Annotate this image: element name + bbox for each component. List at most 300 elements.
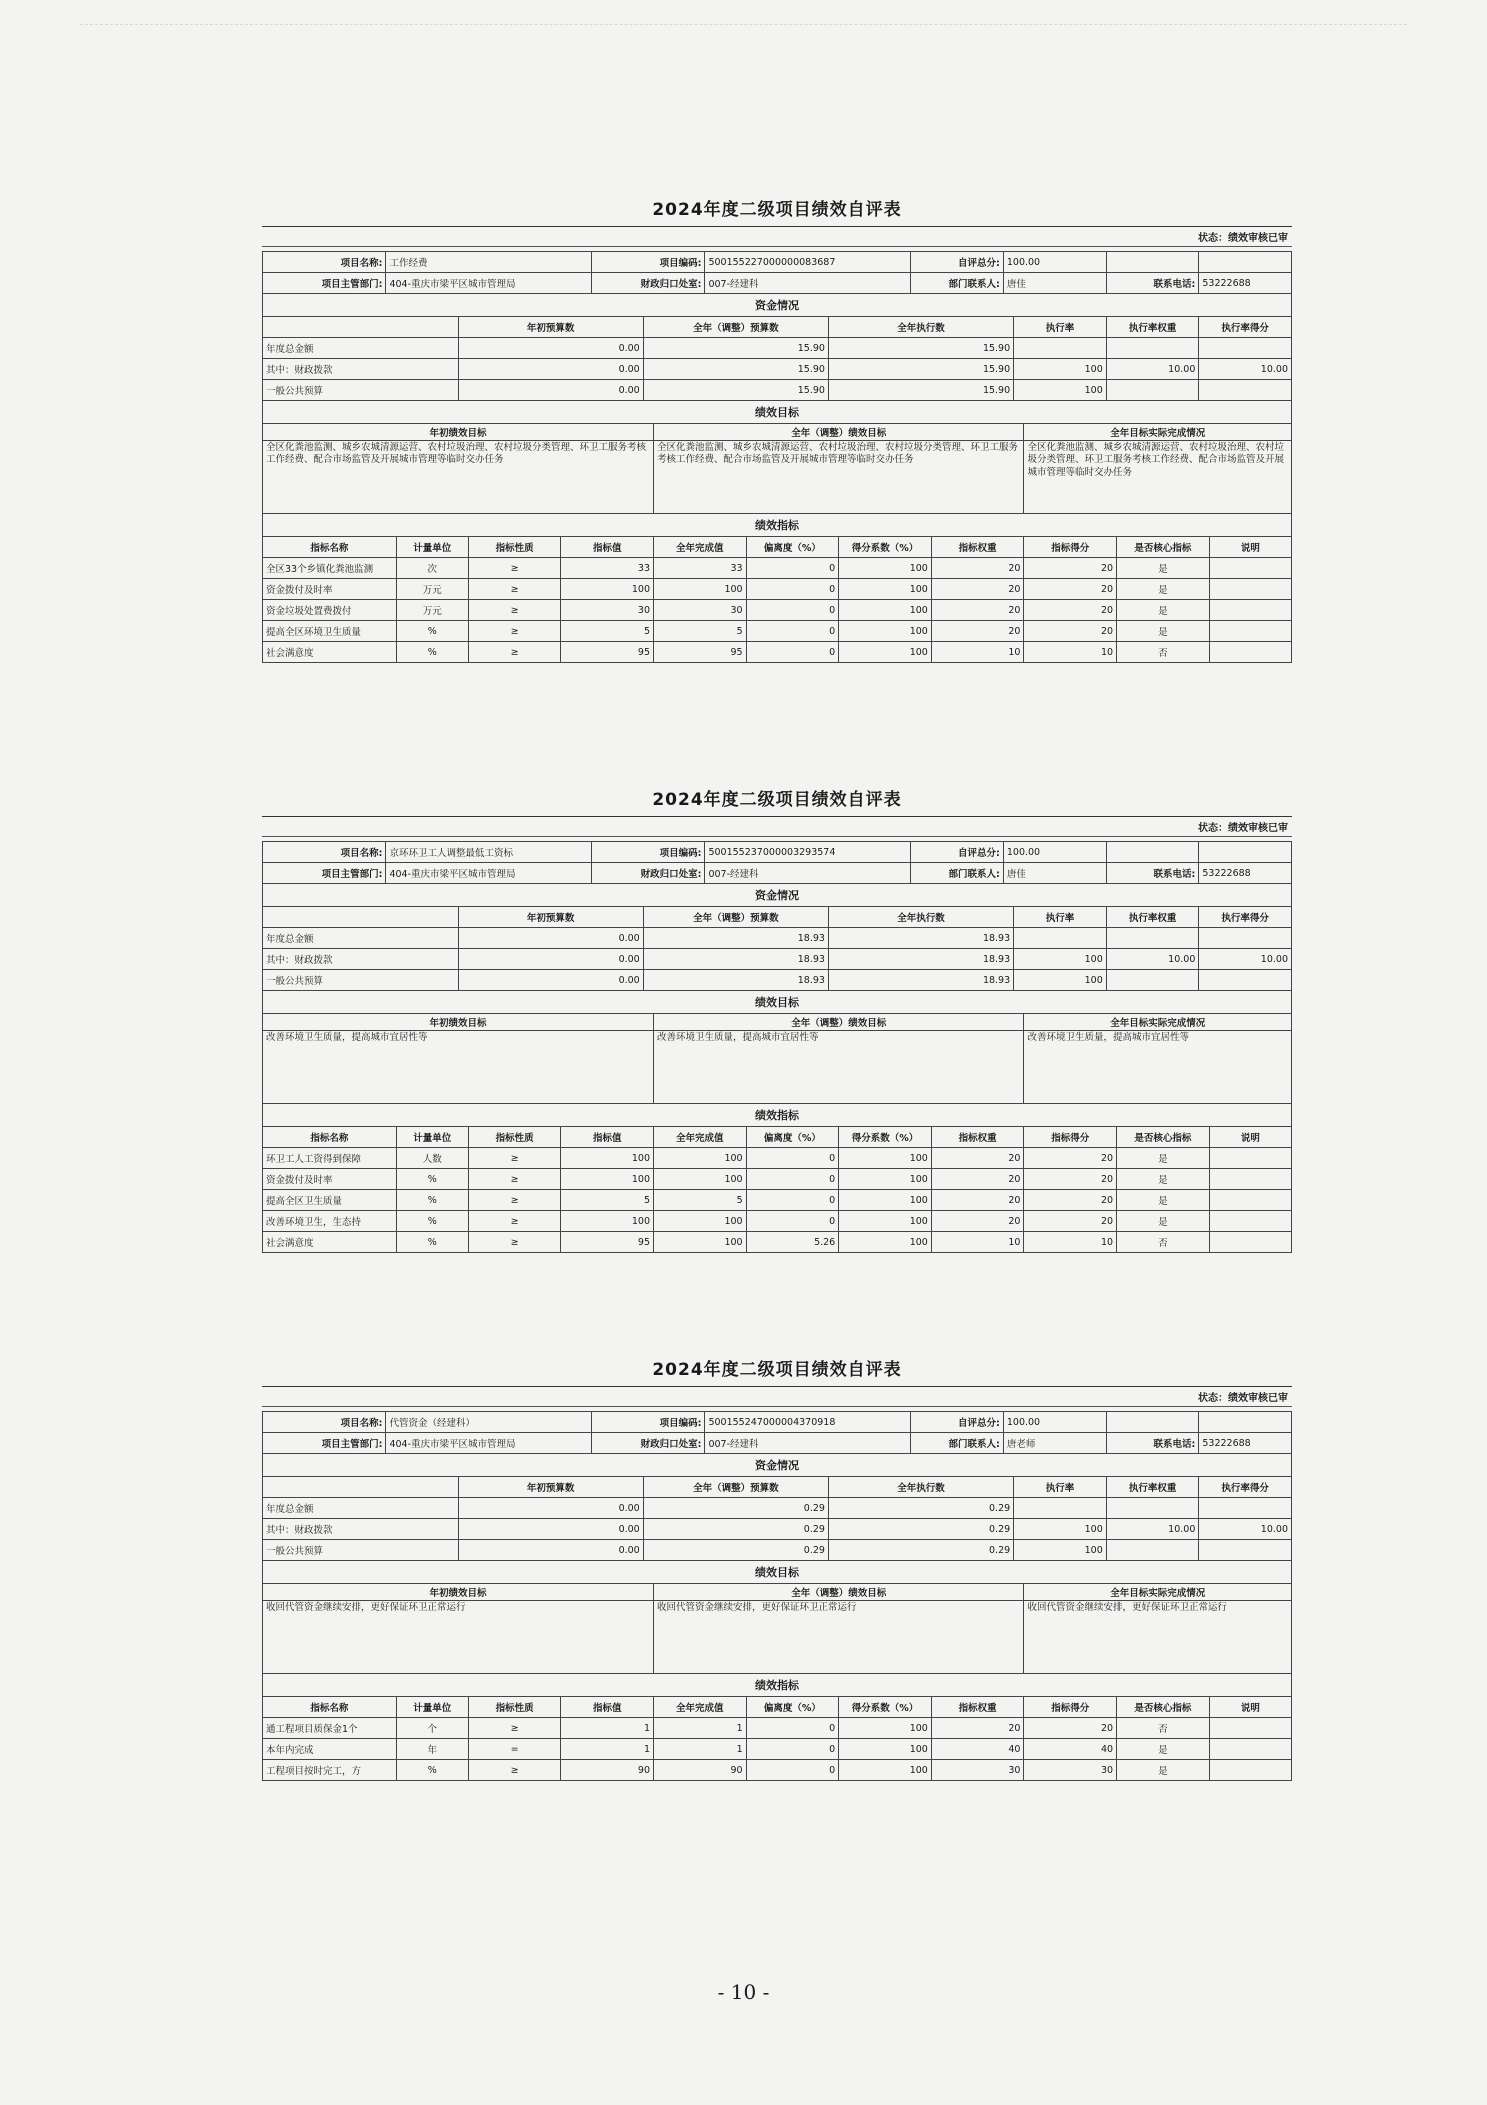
funds-table xyxy=(262,906,1292,991)
indicator-cell: ≥ xyxy=(468,642,561,663)
indicator-cell: ≥ xyxy=(468,579,561,600)
page-number: - 10 - xyxy=(717,1980,770,2004)
funds-col-header: 年初预算数 xyxy=(458,1477,643,1498)
goal-col-header: 全年（调整）绩效目标 xyxy=(654,424,1024,441)
project-code-label: 项目编码: xyxy=(592,842,705,863)
indicator-cell: 1 xyxy=(654,1739,747,1760)
empty-cell xyxy=(1106,1412,1199,1433)
indicator-cell: 95 xyxy=(654,642,747,663)
funds-cell: 0.00 xyxy=(458,928,643,949)
indicator-col-header: 计量单位 xyxy=(396,1697,468,1718)
funds-row-label: 其中：财政拨款 xyxy=(263,949,459,970)
indicator-cell: 是 xyxy=(1117,558,1210,579)
indicator-cell: 100 xyxy=(839,1211,932,1232)
indicator-cell xyxy=(1209,1760,1291,1781)
indicator-cell: 30 xyxy=(931,1760,1024,1781)
indicator-cell: 100 xyxy=(654,1148,747,1169)
funds-col-header: 全年（调整）预算数 xyxy=(643,907,828,928)
indicator-cell: ≥ xyxy=(468,1148,561,1169)
empty-cell xyxy=(1106,842,1199,863)
indicators-section-title: 绩效指标 xyxy=(262,1674,1292,1696)
goal-text: 收回代管资金继续安排，更好保证环卫正常运行 xyxy=(1024,1601,1292,1674)
finance-office-value: 007-经建科 xyxy=(705,863,911,884)
funds-col-header: 年初预算数 xyxy=(458,907,643,928)
indicator-cell: 0 xyxy=(746,642,839,663)
indicator-cell: 5 xyxy=(561,1190,654,1211)
indicator-cell: 通工程项目质保金1个 xyxy=(263,1718,397,1739)
funds-cell: 0.29 xyxy=(643,1498,828,1519)
funds-cell xyxy=(1106,1498,1199,1519)
indicator-cell: 20 xyxy=(931,600,1024,621)
indicator-cell: 90 xyxy=(561,1760,654,1781)
evaluation-sheet xyxy=(262,785,1292,1253)
contact-value: 唐佳 xyxy=(1003,273,1106,294)
indicator-cell xyxy=(1209,579,1291,600)
indicator-col-header: 指标权重 xyxy=(931,1697,1024,1718)
funds-cell xyxy=(1106,380,1199,401)
indicator-cell: 20 xyxy=(931,621,1024,642)
indicator-cell: % xyxy=(396,1169,468,1190)
indicator-cell: 20 xyxy=(931,1718,1024,1739)
indicator-cell: 90 xyxy=(654,1760,747,1781)
indicator-cell: 20 xyxy=(1024,600,1117,621)
indicator-cell: 提高全区环境卫生质量 xyxy=(263,621,397,642)
funds-cell: 10.00 xyxy=(1199,1519,1292,1540)
phone-value: 53222688 xyxy=(1199,863,1292,884)
goal-col-header: 全年目标实际完成情况 xyxy=(1024,424,1292,441)
funds-cell: 0.00 xyxy=(458,1498,643,1519)
funds-cell: 10.00 xyxy=(1199,949,1292,970)
indicator-col-header: 指标名称 xyxy=(263,1697,397,1718)
funds-row-label: 一般公共预算 xyxy=(263,1540,459,1561)
funds-cell: 100 xyxy=(1014,1540,1107,1561)
funds-cell: 0.00 xyxy=(458,1540,643,1561)
funds-col-header: 全年（调整）预算数 xyxy=(643,317,828,338)
indicator-cell: 5 xyxy=(561,621,654,642)
indicator-cell: 20 xyxy=(1024,1148,1117,1169)
self-score-label: 自评总分: xyxy=(911,1412,1004,1433)
phone-value: 53222688 xyxy=(1199,1433,1292,1454)
funds-row-label: 其中：财政拨款 xyxy=(263,359,459,380)
funds-cell: 15.90 xyxy=(828,359,1013,380)
indicator-row xyxy=(263,1148,1292,1169)
funds-col-header: 执行率得分 xyxy=(1199,1477,1292,1498)
goals-table xyxy=(262,1013,1292,1104)
funds-col-header: 执行率得分 xyxy=(1199,317,1292,338)
indicator-cell xyxy=(1209,600,1291,621)
indicator-cell: % xyxy=(396,1190,468,1211)
indicator-col-header: 说明 xyxy=(1209,537,1291,558)
funds-col-header: 执行率 xyxy=(1014,907,1107,928)
indicator-col-header: 计量单位 xyxy=(396,1127,468,1148)
indicator-cell: 提高全区卫生质量 xyxy=(263,1190,397,1211)
funds-col-header: 执行率 xyxy=(1014,1477,1107,1498)
funds-cell xyxy=(1199,1540,1292,1561)
funds-corner xyxy=(263,317,459,338)
indicator-cell: % xyxy=(396,1232,468,1253)
project-code-label: 项目编码: xyxy=(592,252,705,273)
indicator-cell: ≥ xyxy=(468,1211,561,1232)
indicator-cell: 本年内完成 xyxy=(263,1739,397,1760)
indicator-cell: 是 xyxy=(1117,1760,1210,1781)
indicator-cell: 100 xyxy=(561,579,654,600)
indicator-cell xyxy=(1209,1739,1291,1760)
indicator-cell: 100 xyxy=(839,1190,932,1211)
goal-text: 收回代管资金继续安排，更好保证环卫正常运行 xyxy=(654,1601,1024,1674)
indicator-row xyxy=(263,1169,1292,1190)
funds-row-label: 一般公共预算 xyxy=(263,970,459,991)
indicator-cell: 1 xyxy=(561,1739,654,1760)
funds-col-header: 执行率权重 xyxy=(1106,907,1199,928)
indicator-cell: 0 xyxy=(746,1211,839,1232)
indicator-col-header: 得分系数（%） xyxy=(839,1127,932,1148)
project-name-value: 工作经费 xyxy=(386,252,592,273)
indicator-cell: 33 xyxy=(654,558,747,579)
indicator-cell: 100 xyxy=(839,1232,932,1253)
indicator-col-header: 指标权重 xyxy=(931,1127,1024,1148)
indicator-cell: 30 xyxy=(1024,1760,1117,1781)
indicator-col-header: 偏离度（%） xyxy=(746,1127,839,1148)
project-name-label: 项目名称: xyxy=(263,252,386,273)
funds-cell: 0.29 xyxy=(828,1519,1013,1540)
funds-cell: 10.00 xyxy=(1199,359,1292,380)
indicator-col-header: 偏离度（%） xyxy=(746,537,839,558)
indicator-col-header: 指标得分 xyxy=(1024,537,1117,558)
funds-col-header: 全年执行数 xyxy=(828,1477,1013,1498)
indicator-col-header: 指标性质 xyxy=(468,1127,561,1148)
indicator-row xyxy=(263,558,1292,579)
funds-cell xyxy=(1199,338,1292,359)
indicator-cell: 100 xyxy=(839,1169,932,1190)
funds-table xyxy=(262,1476,1292,1561)
indicator-cell xyxy=(1209,1718,1291,1739)
indicator-cell: ≥ xyxy=(468,1760,561,1781)
project-name-label: 项目名称: xyxy=(263,1412,386,1433)
indicator-col-header: 偏离度（%） xyxy=(746,1697,839,1718)
indicator-col-header: 指标性质 xyxy=(468,1697,561,1718)
indicator-col-header: 指标名称 xyxy=(263,537,397,558)
indicator-cell: 万元 xyxy=(396,579,468,600)
indicator-col-header: 是否核心指标 xyxy=(1117,1697,1210,1718)
indicator-cell xyxy=(1209,558,1291,579)
indicator-col-header: 指标值 xyxy=(561,537,654,558)
indicator-cell: 是 xyxy=(1117,1169,1210,1190)
goal-text: 全区化粪池监测、城乡农城清源运营、农村垃圾治理、农村垃圾分类管理、环卫工服务考核工作经费、配合市场监管及开展城市管理等临时交办任务 xyxy=(263,441,654,514)
indicator-cell: 资金垃圾处置费拨付 xyxy=(263,600,397,621)
indicator-cell: 0 xyxy=(746,1190,839,1211)
funds-cell: 10.00 xyxy=(1106,1519,1199,1540)
indicator-col-header: 指标名称 xyxy=(263,1127,397,1148)
indicator-cell: 0 xyxy=(746,1739,839,1760)
funds-cell: 100 xyxy=(1014,359,1107,380)
contact-label: 部门联系人: xyxy=(911,1433,1004,1454)
indicator-cell: 是 xyxy=(1117,1211,1210,1232)
indicator-col-header: 是否核心指标 xyxy=(1117,537,1210,558)
dept-label: 项目主管部门: xyxy=(263,1433,386,1454)
indicator-cell: 95 xyxy=(561,1232,654,1253)
funds-cell xyxy=(1199,1498,1292,1519)
funds-section-title: 资金情况 xyxy=(262,884,1292,906)
contact-label: 部门联系人: xyxy=(911,863,1004,884)
indicator-row xyxy=(263,1760,1292,1781)
status-text: 状态：绩效审核已审 xyxy=(262,1386,1292,1407)
funds-cell xyxy=(1106,970,1199,991)
indicator-cell: % xyxy=(396,621,468,642)
evaluation-sheet xyxy=(262,195,1292,663)
funds-section-title: 资金情况 xyxy=(262,294,1292,316)
scan-edge-noise xyxy=(80,10,1407,25)
indicators-section-title: 绩效指标 xyxy=(262,514,1292,536)
funds-cell: 15.90 xyxy=(643,359,828,380)
indicator-cell: 100 xyxy=(839,1148,932,1169)
indicator-cell: 100 xyxy=(839,600,932,621)
funds-col-header: 全年（调整）预算数 xyxy=(643,1477,828,1498)
indicator-cell: 10 xyxy=(931,642,1024,663)
indicator-cell: 0 xyxy=(746,600,839,621)
indicator-cell: 20 xyxy=(931,1169,1024,1190)
indicator-cell: 20 xyxy=(931,1148,1024,1169)
goal-col-header: 全年目标实际完成情况 xyxy=(1024,1584,1292,1601)
indicator-cell: 5 xyxy=(654,621,747,642)
funds-cell: 15.90 xyxy=(828,338,1013,359)
indicator-col-header: 指标值 xyxy=(561,1127,654,1148)
project-name-value: 京环环卫工人调整最低工资标 xyxy=(386,842,592,863)
indicator-col-header: 全年完成值 xyxy=(654,1697,747,1718)
sheet-title: 2024年度二级项目绩效自评表 xyxy=(652,200,902,220)
status-text: 状态：绩效审核已审 xyxy=(262,226,1292,247)
funds-row-label: 其中：财政拨款 xyxy=(263,1519,459,1540)
funds-cell xyxy=(1106,338,1199,359)
indicator-cell: 100 xyxy=(839,621,932,642)
indicator-cell: 20 xyxy=(1024,1169,1117,1190)
indicator-col-header: 指标得分 xyxy=(1024,1127,1117,1148)
self-score-value: 100.00 xyxy=(1003,842,1106,863)
indicator-cell: 100 xyxy=(654,579,747,600)
self-score-label: 自评总分: xyxy=(911,842,1004,863)
indicator-cell: 20 xyxy=(1024,1211,1117,1232)
indicator-cell: 33 xyxy=(561,558,654,579)
indicator-cell: 20 xyxy=(1024,621,1117,642)
indicator-col-header: 全年完成值 xyxy=(654,1127,747,1148)
funds-cell: 100 xyxy=(1014,380,1107,401)
indicator-cell: 是 xyxy=(1117,1148,1210,1169)
indicator-row xyxy=(263,621,1292,642)
project-code-value: 500155227000000083687 xyxy=(705,252,911,273)
indicator-cell: 全区33个乡镇化粪池监测 xyxy=(263,558,397,579)
project-info-table xyxy=(262,251,1292,294)
goal-text: 改善环境卫生质量，提高城市宜居性等 xyxy=(1024,1031,1292,1104)
funds-cell: 100 xyxy=(1014,970,1107,991)
funds-cell: 15.90 xyxy=(643,380,828,401)
indicator-cell: 100 xyxy=(839,558,932,579)
goal-text: 改善环境卫生质量，提高城市宜居性等 xyxy=(263,1031,654,1104)
self-score-label: 自评总分: xyxy=(911,252,1004,273)
indicator-cell: 是 xyxy=(1117,1739,1210,1760)
funds-cell: 0.00 xyxy=(458,380,643,401)
contact-label: 部门联系人: xyxy=(911,273,1004,294)
empty-cell xyxy=(1106,252,1199,273)
indicator-row xyxy=(263,1232,1292,1253)
indicator-cell: 1 xyxy=(561,1718,654,1739)
indicator-col-header: 指标性质 xyxy=(468,537,561,558)
funds-cell: 0.29 xyxy=(643,1540,828,1561)
indicator-col-header: 说明 xyxy=(1209,1697,1291,1718)
indicator-cell: 0 xyxy=(746,579,839,600)
indicator-col-header: 指标值 xyxy=(561,1697,654,1718)
self-score-value: 100.00 xyxy=(1003,1412,1106,1433)
contact-value: 唐老师 xyxy=(1003,1433,1106,1454)
indicator-cell: 是 xyxy=(1117,1190,1210,1211)
indicator-cell: 95 xyxy=(561,642,654,663)
indicator-cell: % xyxy=(396,642,468,663)
indicator-cell: 环卫工人工资得到保障 xyxy=(263,1148,397,1169)
funds-cell: 18.93 xyxy=(643,928,828,949)
sheet-title: 2024年度二级项目绩效自评表 xyxy=(652,1360,902,1380)
funds-cell xyxy=(1199,928,1292,949)
funds-cell: 0.29 xyxy=(828,1540,1013,1561)
sheet-title: 2024年度二级项目绩效自评表 xyxy=(652,790,902,810)
goal-text: 改善环境卫生质量，提高城市宜居性等 xyxy=(654,1031,1024,1104)
indicator-row xyxy=(263,1718,1292,1739)
empty-cell xyxy=(1199,842,1292,863)
funds-col-header: 执行率 xyxy=(1014,317,1107,338)
indicator-col-header: 得分系数（%） xyxy=(839,1697,932,1718)
indicator-row xyxy=(263,1739,1292,1760)
finance-office-label: 财政归口处室: xyxy=(592,1433,705,1454)
funds-col-header: 执行率权重 xyxy=(1106,317,1199,338)
indicator-row xyxy=(263,600,1292,621)
funds-cell: 0.00 xyxy=(458,1519,643,1540)
indicator-cell: 工程项目按时完工，方 xyxy=(263,1760,397,1781)
funds-cell xyxy=(1199,380,1292,401)
indicators-table xyxy=(262,536,1292,663)
finance-office-value: 007-经建科 xyxy=(705,273,911,294)
phone-label: 联系电话: xyxy=(1106,1433,1199,1454)
funds-cell: 15.90 xyxy=(643,338,828,359)
goal-text: 收回代管资金继续安排，更好保证环卫正常运行 xyxy=(263,1601,654,1674)
indicator-cell: 5 xyxy=(654,1190,747,1211)
indicator-cell: 0 xyxy=(746,558,839,579)
indicator-cell: 是 xyxy=(1117,579,1210,600)
indicator-cell: 0 xyxy=(746,1169,839,1190)
funds-cell: 18.93 xyxy=(828,949,1013,970)
funds-cell xyxy=(1199,970,1292,991)
indicators-table xyxy=(262,1126,1292,1253)
indicator-cell: 20 xyxy=(1024,1190,1117,1211)
funds-cell: 100 xyxy=(1014,949,1107,970)
funds-cell xyxy=(1014,1498,1107,1519)
indicator-cell xyxy=(1209,1190,1291,1211)
indicator-cell: 0 xyxy=(746,1718,839,1739)
indicator-row xyxy=(263,1190,1292,1211)
goal-col-header: 年初绩效目标 xyxy=(263,1014,654,1031)
funds-cell: 18.93 xyxy=(643,949,828,970)
indicator-cell: 个 xyxy=(396,1718,468,1739)
indicator-cell: ≥ xyxy=(468,1232,561,1253)
goal-col-header: 年初绩效目标 xyxy=(263,1584,654,1601)
indicator-cell: 30 xyxy=(654,600,747,621)
indicator-cell: 20 xyxy=(931,1190,1024,1211)
indicator-cell: 100 xyxy=(839,579,932,600)
indicator-cell: 否 xyxy=(1117,1232,1210,1253)
project-code-value: 500155237000003293574 xyxy=(705,842,911,863)
funds-col-header: 全年执行数 xyxy=(828,317,1013,338)
indicator-cell xyxy=(1209,1232,1291,1253)
funds-cell: 0.29 xyxy=(828,1498,1013,1519)
indicator-cell: 100 xyxy=(561,1148,654,1169)
funds-col-header: 全年执行数 xyxy=(828,907,1013,928)
project-info-table xyxy=(262,1411,1292,1454)
indicator-cell: 20 xyxy=(931,579,1024,600)
indicator-cell: 10 xyxy=(1024,642,1117,663)
funds-cell: 10.00 xyxy=(1106,949,1199,970)
funds-cell xyxy=(1014,928,1107,949)
project-name-value: 代管资金（经建科） xyxy=(386,1412,592,1433)
indicator-cell: 20 xyxy=(1024,558,1117,579)
funds-cell: 18.93 xyxy=(828,970,1013,991)
goal-col-header: 全年（调整）绩效目标 xyxy=(654,1014,1024,1031)
indicator-cell: 次 xyxy=(396,558,468,579)
funds-cell: 0.00 xyxy=(458,970,643,991)
goals-table xyxy=(262,423,1292,514)
funds-col-header: 年初预算数 xyxy=(458,317,643,338)
indicator-cell: ≥ xyxy=(468,1169,561,1190)
indicator-cell: 社会满意度 xyxy=(263,1232,397,1253)
indicator-cell xyxy=(1209,1211,1291,1232)
indicator-row xyxy=(263,579,1292,600)
finance-office-label: 财政归口处室: xyxy=(592,863,705,884)
indicator-col-header: 全年完成值 xyxy=(654,537,747,558)
indicator-cell: = xyxy=(468,1739,561,1760)
funds-cell xyxy=(1106,928,1199,949)
indicator-cell: 5.26 xyxy=(746,1232,839,1253)
indicator-cell xyxy=(1209,642,1291,663)
funds-row-label: 年度总金额 xyxy=(263,338,459,359)
empty-cell xyxy=(1199,1412,1292,1433)
indicator-cell: 20 xyxy=(1024,579,1117,600)
funds-cell xyxy=(1106,1540,1199,1561)
funds-corner xyxy=(263,1477,459,1498)
contact-value: 唐佳 xyxy=(1003,863,1106,884)
indicator-cell: ≥ xyxy=(468,558,561,579)
funds-cell: 0.00 xyxy=(458,949,643,970)
dept-value: 404-重庆市梁平区城市管理局 xyxy=(386,1433,592,1454)
funds-row-label: 年度总金额 xyxy=(263,1498,459,1519)
funds-col-header: 执行率得分 xyxy=(1199,907,1292,928)
indicator-cell: 否 xyxy=(1117,642,1210,663)
phone-value: 53222688 xyxy=(1199,273,1292,294)
funds-cell: 0.00 xyxy=(458,338,643,359)
dept-value: 404-重庆市梁平区城市管理局 xyxy=(386,273,592,294)
funds-cell: 0.29 xyxy=(643,1519,828,1540)
phone-label: 联系电话: xyxy=(1106,863,1199,884)
phone-label: 联系电话: xyxy=(1106,273,1199,294)
funds-row-label: 年度总金额 xyxy=(263,928,459,949)
indicator-cell: 年 xyxy=(396,1739,468,1760)
indicator-col-header: 得分系数（%） xyxy=(839,537,932,558)
indicator-cell: 100 xyxy=(561,1211,654,1232)
indicator-col-header: 指标得分 xyxy=(1024,1697,1117,1718)
dept-value: 404-重庆市梁平区城市管理局 xyxy=(386,863,592,884)
indicator-cell: ≥ xyxy=(468,600,561,621)
indicator-cell: 100 xyxy=(839,642,932,663)
indicator-cell: 资金拨付及时率 xyxy=(263,579,397,600)
goal-col-header: 年初绩效目标 xyxy=(263,424,654,441)
indicator-cell: 资金拨付及时率 xyxy=(263,1169,397,1190)
indicator-cell: 否 xyxy=(1117,1718,1210,1739)
indicator-cell: 是 xyxy=(1117,600,1210,621)
indicator-row xyxy=(263,1211,1292,1232)
